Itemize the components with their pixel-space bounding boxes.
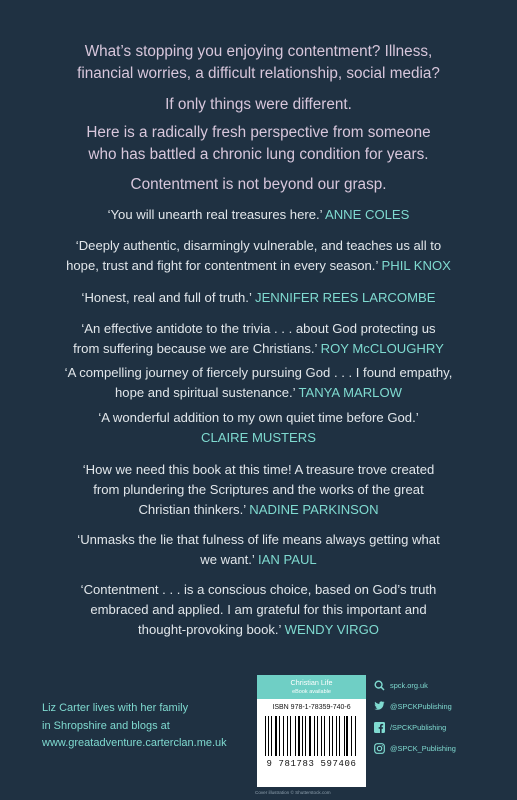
- bio-line: in Shropshire and blogs at: [42, 719, 170, 732]
- barcode-stripe: [284, 716, 285, 756]
- barcode-stripe: [322, 716, 323, 756]
- barcode-stripe: [353, 716, 354, 756]
- barcode: [265, 716, 358, 756]
- barcode-stripe: [314, 716, 315, 756]
- endorsement: ‘Deeply authentic, disarmingly vulnerable, and teaches us all to hope, trust and fight for contentment in every season.’ PHIL KNOX: [66, 238, 451, 273]
- barcode-stripe: [266, 716, 267, 756]
- barcode-digits: 9 781783 597406: [266, 759, 357, 769]
- intro-line: who has battled a chronic lung condition for years.: [88, 146, 429, 163]
- barcode-stripe: [305, 716, 306, 756]
- barcode-stripe: [319, 716, 320, 756]
- facebook-link[interactable]: /SPCKPublishing: [374, 719, 446, 735]
- twitter-icon: [374, 701, 385, 711]
- barcode-stripe: [273, 716, 274, 756]
- barcode-stripe: [330, 716, 331, 756]
- endorser-name: WENDY VIRGO: [284, 622, 379, 637]
- instagram-link[interactable]: @SPCK_Publishing: [374, 740, 456, 756]
- barcode-stripe: [290, 716, 291, 756]
- barcode-stripe: [277, 716, 278, 756]
- facebook-icon: [374, 722, 385, 733]
- endorser-name: TANYA MARLOW: [298, 385, 402, 400]
- barcode-stripe: [311, 716, 312, 756]
- intro-line: If only things were different.: [165, 96, 352, 113]
- endorsement: ‘An effective antidote to the trivia . . . about God protecting us from suffering because we are Christians.’ ROY McCLOUGHRY: [73, 321, 444, 356]
- barcode-stripe: [271, 716, 272, 756]
- barcode-stripe: [334, 716, 335, 756]
- barcode-stripe: [300, 716, 301, 756]
- barcode-stripe: [356, 716, 357, 756]
- barcode-stripe: [329, 716, 330, 756]
- twitter-link[interactable]: @SPCKPublishing: [374, 698, 452, 714]
- endorsement: ‘You will unearth real treasures here.’ ANNE COLES: [107, 207, 410, 222]
- endorser-name: CLAIRE MUSTERS: [201, 430, 316, 445]
- barcode-stripe: [279, 716, 280, 756]
- barcode-stripe: [351, 716, 352, 756]
- barcode-stripe: [296, 716, 297, 756]
- barcode-stripe: [307, 716, 308, 756]
- endorsement: ‘How we need this book at this time! A treasure trove created from plundering the Scriptures and the works of the great Christian thinkers.’ NADINE PARKINSON: [82, 462, 435, 517]
- barcode-stripe: [336, 716, 337, 756]
- barcode-stripe: [317, 716, 318, 756]
- endorser-name: NADINE PARKINSON: [249, 502, 379, 517]
- barcode-stripe: [283, 716, 284, 756]
- endorsement: ‘Unmasks the lie that fulness of life means always getting what we want.’ IAN PAUL: [77, 532, 440, 567]
- endorser-name: ANNE COLES: [324, 207, 410, 222]
- website-link[interactable]: spck.org.uk: [374, 677, 428, 693]
- search-icon: [374, 680, 385, 691]
- endorser-name: IAN PAUL: [258, 552, 317, 567]
- instagram-icon: [374, 743, 385, 754]
- endorsement: ‘Honest, real and full of truth.’ JENNIFER REES LARCOMBE: [81, 290, 436, 305]
- cover-credit: Cover illustration © Shutterstock.com: [255, 790, 331, 795]
- barcode-stripe: [346, 716, 348, 756]
- intro-line: financial worries, a difficult relationship, social media?: [77, 65, 440, 82]
- bio-line: Liz Carter lives with her family: [42, 702, 189, 714]
- intro-line: Here is a radically fresh perspective from someone: [86, 124, 431, 141]
- endorsement: ‘A wonderful addition to my own quiet time before God.’ CLAIRE MUSTERS: [98, 410, 419, 445]
- author-bio: [42, 700, 227, 753]
- barcode-stripe: [302, 716, 303, 756]
- bio-url: www.greatadventure.carterclan.me.uk: [42, 737, 227, 749]
- intro-line: Contentment is not beyond our grasp.: [130, 176, 387, 193]
- category-label: Christian Life eBook available: [257, 675, 366, 699]
- barcode-stripe: [341, 716, 342, 756]
- barcode-stripe: [345, 716, 346, 756]
- barcode-stripe: [339, 716, 340, 756]
- intro-line: What’s stopping you enjoying contentment? Illness,: [84, 43, 433, 60]
- barcode-panel: [257, 675, 366, 787]
- isbn-text: ISBN 978-1-78359-740-6: [272, 704, 351, 711]
- barcode-stripe: [324, 716, 325, 756]
- barcode-stripe: [295, 716, 296, 756]
- endorser-name: ROY McCLOUGHRY: [320, 341, 444, 356]
- endorsement: ‘A compelling journey of fiercely pursuing God . . . I found empathy, hope and spiritual sustenance.’ TANYA MARLOW: [64, 365, 453, 400]
- barcode-stripe: [289, 716, 290, 756]
- endorser-name: JENNIFER REES LARCOMBE: [255, 290, 436, 305]
- endorser-name: PHIL KNOX: [381, 258, 451, 273]
- barcode-stripe: [268, 716, 269, 756]
- endorsement: ‘Contentment . . . is a conscious choice, based on God’s truth embraced and applied. I am grateful for this important and thought-provoking book.’ WENDY VIRGO: [80, 582, 437, 637]
